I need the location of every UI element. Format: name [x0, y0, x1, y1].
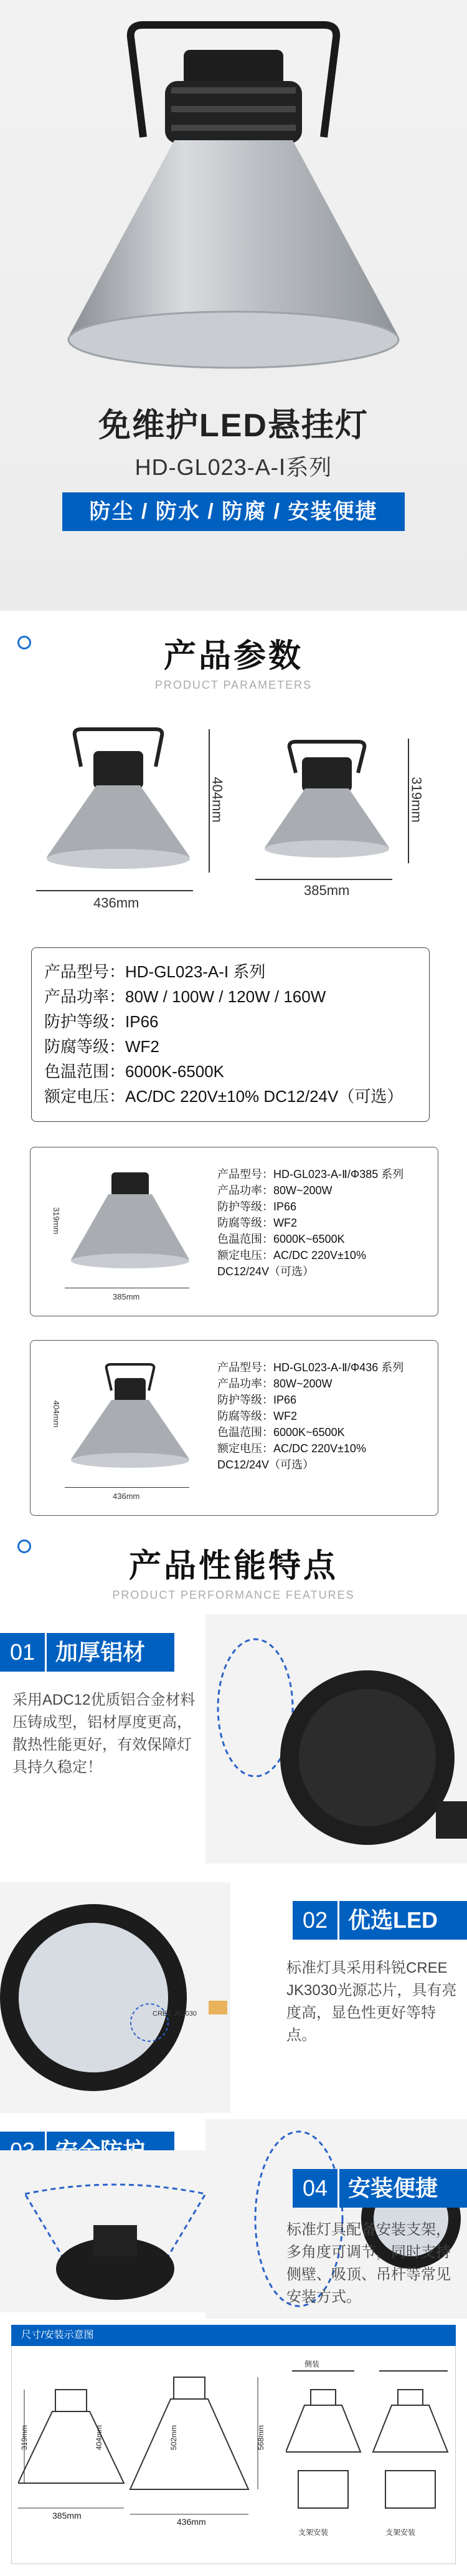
card1-row: 色温范围：6000K~6500K: [217, 1233, 345, 1245]
dim-line-large-width: [36, 890, 193, 891]
card2-row: 产品型号：HD-GL023-A-Ⅱ/Φ436 系列: [217, 1361, 404, 1374]
feature-02-desc: 标准灯具采用科锐CREE JK3030光源芯片，具有亮度高，显色性更好等特点。: [286, 1960, 457, 2044]
card2-specs: [217, 1359, 403, 1473]
dim-line-small-width: [255, 879, 392, 880]
feature-01-desc: 采用ADC12优质铝合金材料压铸成型，铝材厚度更高，散热性能更好，有效保障灯具持久稳定！: [12, 1692, 196, 1776]
card1-row: 产品型号：HD-GL023-A-Ⅱ/Φ385 系列: [217, 1168, 404, 1180]
footer-diagrams: [11, 2346, 456, 2564]
card2-dim-line: [65, 1487, 189, 1488]
card1-row: 防护等级：IP66: [217, 1200, 297, 1213]
card1-row: DC12/24V（可选）: [217, 1265, 314, 1278]
spec-row-model: 产品型号：HD-GL023-A-I 系列: [44, 962, 266, 981]
feature-01-num: 01: [9, 1639, 35, 1665]
footer-dim-385: 385mm: [52, 2511, 82, 2521]
footer-caption-side: 侧装: [304, 2360, 320, 2368]
card2-row: 额定电压：AC/DC 220V±10%: [217, 1442, 366, 1455]
spec-row-ip: 防护等级：IP66: [44, 1012, 159, 1031]
footer-bar: 尺寸/安装示意图: [11, 2325, 456, 2346]
feature-02-label: [293, 1901, 467, 1940]
card2-row: 色温范围：6000K~6500K: [217, 1426, 345, 1439]
footer-dim-436: 436mm: [177, 2517, 206, 2527]
card1-height-dim: 319mm: [52, 1207, 62, 1235]
lamp-large-image: [37, 723, 199, 873]
card1-lamp-image: [68, 1166, 192, 1272]
hero-title: 免维护LED悬挂灯: [98, 408, 369, 444]
hero-features-bar: 防尘 / 防水 / 防腐 / 安装便捷: [62, 492, 405, 531]
feature-01-image: [205, 1614, 467, 1864]
spec-row-power: 产品功率：80W / 100W / 120W / 160W: [44, 987, 326, 1006]
feature-01-label: [0, 1633, 174, 1672]
dim-large-width: 436mm: [93, 895, 139, 911]
card2-row: 防腐等级：WF2: [217, 1410, 297, 1422]
dim-small-height: 319mm: [408, 777, 425, 823]
hero-lamp-image: [50, 12, 417, 386]
dim-small-width: 385mm: [304, 883, 350, 898]
lamp-small-image: [255, 735, 399, 860]
spec-box: [31, 947, 430, 1122]
feature-04-image: [0, 2150, 230, 2312]
footer-dim-404: 404mm: [95, 2425, 104, 2451]
features-header: [0, 1539, 467, 1602]
feature-02-title: 优选LED: [348, 1907, 438, 1933]
features-title: 产品性能特点: [128, 1548, 338, 1584]
card2-row: 产品功率：80W~200W: [217, 1377, 333, 1390]
footer-caption-bracket-2: 支架安装: [385, 2528, 416, 2537]
card1-row: 产品功率：80W~200W: [217, 1184, 333, 1197]
card2-row: 防护等级：IP66: [217, 1394, 297, 1406]
params-subtitle: PRODUCT PARAMETERS: [154, 679, 313, 691]
params-header: [0, 630, 467, 692]
features-subtitle: PRODUCT PERFORMANCE FEATURES: [112, 1589, 355, 1601]
hero-model: HD-GL023-A-Ⅰ系列: [134, 454, 333, 480]
footer-dim-502: 502mm: [169, 2425, 179, 2451]
feature-04-desc: 标准灯具配备安装支架，多角度可调节，同时支持侧壁、吸顶、吊杆等常见安装方式。: [286, 2221, 451, 2305]
feature-04-title: 安装便捷: [348, 2175, 438, 2201]
feature-02-num: 02: [302, 1907, 328, 1933]
feature-04-num: 04: [302, 2175, 328, 2201]
spec-row-color-temp: 色温范围：6000K-6500K: [44, 1062, 225, 1081]
chip-label: CREE JK3030: [153, 2010, 197, 2018]
footer-install-drawings: [286, 2365, 454, 2527]
dim-large-height: 404mm: [209, 777, 225, 823]
spec-card-436: [30, 1340, 438, 1516]
hero-section: [0, 0, 467, 611]
card2-width-dim: 436mm: [113, 1491, 140, 1501]
card2-lamp-image: [68, 1359, 192, 1472]
feature-01-title: 加厚铝材: [55, 1639, 146, 1665]
card2-height-dim: 404mm: [52, 1400, 62, 1428]
feature-02-image: [0, 1882, 230, 2113]
spec-card-385: [30, 1147, 438, 1316]
card1-row: 额定电压：AC/DC 220V±10%: [217, 1249, 366, 1262]
params-title: 产品参数: [163, 638, 303, 674]
footer-dim-319: 319mm: [20, 2425, 29, 2451]
spec-row-voltage: 额定电压：AC/DC 220V±10% DC12/24V（可选）: [44, 1087, 403, 1106]
card1-row: 防腐等级：WF2: [217, 1217, 297, 1229]
spec-row-corrosion: 防腐等级：WF2: [44, 1037, 159, 1056]
card1-width-dim: 385mm: [113, 1292, 140, 1301]
card1-specs: [217, 1166, 403, 1280]
footer-caption-bracket-1: 支架安装: [298, 2528, 329, 2537]
footer-dim-568: 568mm: [257, 2425, 266, 2451]
footer-dimension-drawings: [18, 2365, 280, 2527]
feature-04-label: [293, 2169, 467, 2208]
card2-row: DC12/24V（可选）: [217, 1458, 314, 1471]
